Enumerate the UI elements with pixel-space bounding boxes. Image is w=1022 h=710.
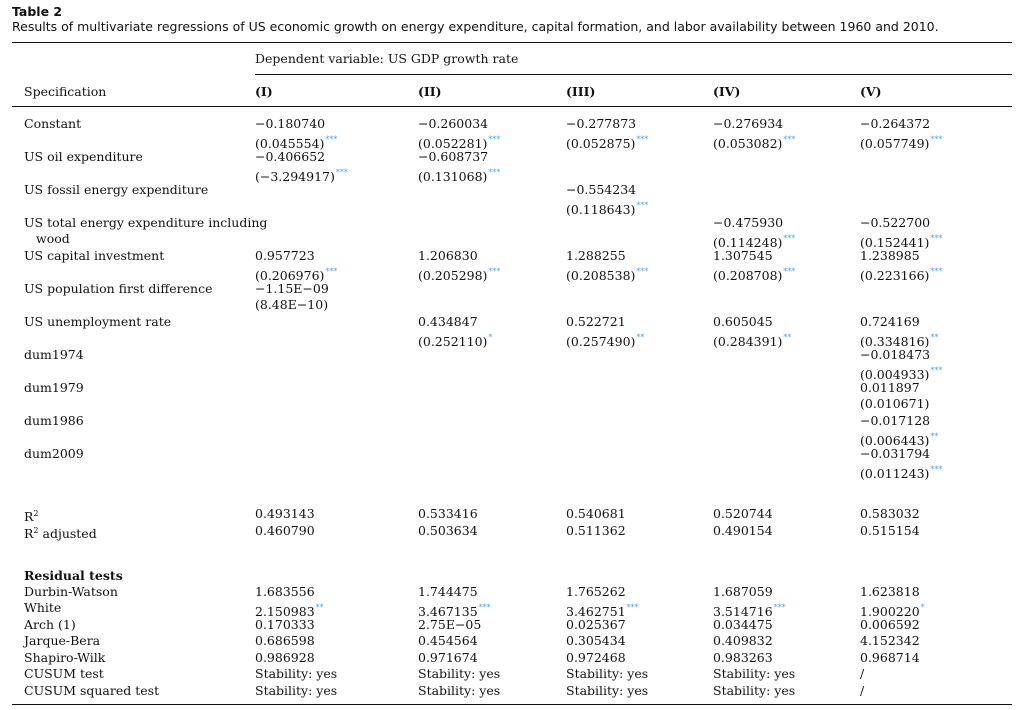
standard-error-text: (0.045554): [255, 136, 325, 151]
residual-value-text: 3.462751: [566, 604, 626, 619]
standard-error-text: (0.223166): [860, 268, 930, 283]
residual-test-label: Jarque-Bera: [24, 633, 101, 648]
residual-test-value: [255, 584, 315, 600]
significance-stars: ***: [636, 267, 649, 276]
residual-value-text: 0.986928: [255, 650, 315, 665]
top-rule: [12, 42, 1012, 43]
row-label: dum1979: [24, 380, 84, 395]
residual-value-text: 0.409832: [713, 633, 773, 648]
fit-value: 0.540681: [566, 506, 626, 521]
fit-value: 0.490154: [713, 523, 773, 538]
row-label: dum2009: [24, 446, 84, 461]
residual-test-value: [713, 683, 795, 699]
fit-label-superscript: 2: [33, 509, 39, 518]
standard-error-text: (0.208538): [566, 268, 636, 283]
standard-error-text: (0.118643): [566, 202, 636, 217]
significance-stars: ***: [930, 465, 943, 474]
significance-stars: ***: [636, 201, 649, 210]
residual-test-value: [255, 650, 315, 666]
residual-value-text: 0.170333: [255, 617, 315, 632]
significance-stars: ***: [783, 135, 796, 144]
residual-value-text: 0.025367: [566, 617, 626, 632]
fit-value: 0.533416: [418, 506, 478, 521]
row-label: US capital investment: [24, 248, 165, 263]
significance-stars: **: [783, 333, 792, 342]
significance-stars: ***: [783, 267, 796, 276]
significance-stars: *: [488, 333, 493, 342]
significance-stars: ***: [488, 267, 501, 276]
coefficient-value: −0.406652: [255, 149, 326, 164]
residual-value-text: Stability: yes: [418, 666, 501, 681]
fit-value: 0.460790: [255, 523, 315, 538]
standard-error-value: [566, 264, 648, 284]
row-label: US population first difference: [24, 281, 213, 296]
residual-value-text: 1.623818: [860, 584, 920, 599]
residual-value-text: /: [860, 683, 865, 698]
residual-value-text: 2.75E−05: [418, 617, 482, 632]
residual-test-value: [418, 633, 478, 649]
residual-test-value: [566, 633, 626, 649]
row-label: US fossil energy expenditure: [24, 182, 209, 197]
row-label: dum1974: [24, 347, 84, 362]
fit-value: 0.493143: [255, 506, 315, 521]
standard-error-value: [418, 264, 500, 284]
residual-value-text: 1.744475: [418, 584, 478, 599]
standard-error-text: (−3.294917): [255, 169, 335, 184]
fit-value: 0.583032: [860, 506, 920, 521]
standard-error-value: [566, 132, 648, 152]
coefficient-value: 1.288255: [566, 248, 626, 263]
residual-test-value: [860, 666, 864, 682]
residual-test-value: [713, 650, 773, 666]
standard-error-text: (0.257490): [566, 334, 636, 349]
significance-stars: ***: [325, 267, 338, 276]
dependent-header-rule: [255, 74, 1012, 75]
standard-error-text: (0.205298): [418, 268, 488, 283]
residual-value-text: Stability: yes: [255, 683, 338, 698]
significance-stars: ***: [930, 267, 943, 276]
significance-stars: ***: [325, 135, 338, 144]
coefficient-value: 0.011897: [860, 380, 920, 395]
standard-error-text: (0.334816): [860, 334, 930, 349]
table-label: Table 2: [12, 4, 63, 19]
coefficient-value: −0.554234: [566, 182, 637, 197]
residual-test-label: Shapiro-Wilk: [24, 650, 106, 665]
significance-stars: **: [930, 432, 939, 441]
standard-error-text: (0.252110): [418, 334, 488, 349]
specification-header: Specification: [24, 84, 107, 99]
standard-error-text: (0.206976): [255, 268, 325, 283]
standard-error-text: (0.057749): [860, 136, 930, 151]
fit-value: 0.511362: [566, 523, 626, 538]
significance-stars: ***: [930, 234, 943, 243]
row-label: Constant: [24, 116, 82, 131]
residual-test-label: Arch (1): [24, 617, 76, 632]
standard-error-text: (0.152441): [860, 235, 930, 250]
residual-value-text: /: [860, 666, 865, 681]
coefficient-value: 0.434847: [418, 314, 478, 329]
significance-stars: ***: [930, 135, 943, 144]
column-header-3: (III): [566, 84, 596, 99]
standard-error-text: (0.208708): [713, 268, 783, 283]
residual-value-text: 0.968714: [860, 650, 920, 665]
column-header-2: (II): [418, 84, 442, 99]
coefficient-value: −0.018473: [860, 347, 931, 362]
coefficient-value: −0.522700: [860, 215, 931, 230]
coefficient-value: 1.307545: [713, 248, 773, 263]
coefficient-value: −0.475930: [713, 215, 784, 230]
standard-error-value: [566, 198, 648, 218]
residual-value-text: 0.305434: [566, 633, 626, 648]
residual-test-value: [255, 683, 337, 699]
coefficient-value: −0.017128: [860, 413, 931, 428]
fit-value: 0.515154: [860, 523, 920, 538]
coefficient-value: −0.180740: [255, 116, 326, 131]
coefficient-value: 0.605045: [713, 314, 773, 329]
residual-value-text: 0.686598: [255, 633, 315, 648]
row-label: dum1986: [24, 413, 84, 428]
standard-error-value: [713, 132, 795, 152]
coefficient-value: 1.206830: [418, 248, 478, 263]
significance-stars: **: [636, 333, 645, 342]
residual-value-text: 1.687059: [713, 584, 773, 599]
coefficient-value: −0.276934: [713, 116, 784, 131]
coefficient-value: −0.264372: [860, 116, 931, 131]
fit-value: 0.520744: [713, 506, 773, 521]
dependent-variable-header: Dependent variable: US GDP growth rate: [255, 51, 519, 66]
residual-test-value: [566, 584, 626, 600]
standard-error-text: (0.052281): [418, 136, 488, 151]
residual-value-text: Stability: yes: [255, 666, 338, 681]
residual-test-value: [566, 666, 648, 682]
residual-test-value: [418, 650, 478, 666]
standard-error-value: [255, 297, 328, 313]
significance-stars: ***: [488, 168, 501, 177]
standard-error-text: (0.114248): [713, 235, 783, 250]
residual-test-value: [713, 617, 773, 633]
coefficient-value: 0.522721: [566, 314, 626, 329]
table-figure: [12, 4, 1012, 698]
residual-value-text: 1.765262: [566, 584, 626, 599]
coefficient-value: −0.277873: [566, 116, 637, 131]
coefficient-value: −1.15E−09: [255, 281, 329, 296]
residual-test-value: [860, 683, 864, 699]
residual-test-value: [566, 650, 626, 666]
residual-value-text: 0.454564: [418, 633, 478, 648]
coefficient-value: −0.031794: [860, 446, 931, 461]
significance-stars: ***: [783, 234, 796, 243]
standard-error-value: [713, 264, 795, 284]
column-header-4: (IV): [713, 84, 741, 99]
table-caption: Results of multivariate regressions of US economic growth on energy expenditure, capital formation, and labor availability between 1960 and 2010.: [12, 19, 939, 34]
standard-error-text: (0.010671): [860, 396, 930, 411]
residual-value-text: 0.034475: [713, 617, 773, 632]
residual-test-value: [418, 584, 478, 600]
fit-label-text: R: [24, 526, 34, 541]
coefficient-value: −0.260034: [418, 116, 489, 131]
residual-value-text: 3.514716: [713, 604, 773, 619]
residual-test-value: [713, 584, 773, 600]
fit-label-superscript: 2: [33, 526, 39, 535]
standard-error-text: (8.48E−10): [255, 297, 329, 312]
residual-test-value: [713, 666, 795, 682]
residual-value-text: 1.900220: [860, 604, 920, 619]
standard-error-text: (0.053082): [713, 136, 783, 151]
residual-test-value: [713, 633, 773, 649]
significance-stars: **: [315, 603, 324, 612]
residual-test-value: [255, 633, 315, 649]
residual-test-label: White: [24, 600, 62, 615]
residual-value-text: 0.006592: [860, 617, 920, 632]
residual-test-value: [418, 683, 500, 699]
column-header-5: (V): [860, 84, 882, 99]
residual-test-value: [860, 617, 920, 633]
residual-value-text: Stability: yes: [566, 683, 649, 698]
residual-test-label: Durbin-Watson: [24, 584, 118, 599]
residual-value-text: 0.972468: [566, 650, 626, 665]
row-label: US unemployment rate: [24, 314, 172, 329]
standard-error-value: [860, 132, 942, 152]
standard-error-value: [713, 330, 791, 350]
residual-test-value: [255, 617, 315, 633]
residual-value-text: 1.683556: [255, 584, 315, 599]
residual-test-label: CUSUM squared test: [24, 683, 160, 698]
residual-value-text: 0.971674: [418, 650, 478, 665]
significance-stars: ***: [478, 603, 491, 612]
coefficient-value: −0.608737: [418, 149, 489, 164]
significance-stars: ***: [773, 603, 786, 612]
significance-stars: *: [920, 603, 925, 612]
residual-value-text: 3.467135: [418, 604, 478, 619]
column-header-1: (I): [255, 84, 273, 99]
residual-test-value: [860, 650, 920, 666]
residual-test-value: [566, 617, 626, 633]
standard-error-text: (0.006443): [860, 433, 930, 448]
standard-error-value: [255, 165, 348, 185]
row-label: US total energy expenditure including: [24, 215, 268, 230]
residual-value-text: 2.150983: [255, 604, 315, 619]
bottom-rule: [12, 704, 1012, 705]
residual-test-value: [418, 666, 500, 682]
standard-error-value: [418, 330, 492, 350]
fit-label-text: R: [24, 509, 34, 524]
standard-error-value: [418, 165, 500, 185]
standard-error-value: [566, 330, 644, 350]
significance-stars: ***: [488, 135, 501, 144]
standard-error-text: (0.052875): [566, 136, 636, 151]
significance-stars: ***: [626, 603, 639, 612]
residual-value-text: 0.983263: [713, 650, 773, 665]
residual-value-text: Stability: yes: [713, 666, 796, 681]
fit-row-label: [24, 523, 97, 542]
fit-label-suffix: adjusted: [38, 526, 97, 541]
significance-stars: **: [930, 333, 939, 342]
row-label: US oil expenditure: [24, 149, 143, 164]
coefficient-value: 0.724169: [860, 314, 920, 329]
standard-error-text: (0.004933): [860, 367, 930, 382]
residual-value-text: Stability: yes: [566, 666, 649, 681]
residual-test-label: CUSUM test: [24, 666, 104, 681]
residual-value-text: 4.152342: [860, 633, 920, 648]
residual-test-value: [255, 666, 337, 682]
significance-stars: ***: [636, 135, 649, 144]
standard-error-value: [860, 396, 929, 412]
residual-tests-header: Residual tests: [24, 568, 123, 583]
standard-error-text: (0.131068): [418, 169, 488, 184]
significance-stars: ***: [930, 366, 943, 375]
significance-stars: ***: [335, 168, 348, 177]
residual-value-text: Stability: yes: [418, 683, 501, 698]
residual-test-value: [418, 617, 481, 633]
residual-test-value: [566, 683, 648, 699]
standard-error-value: [860, 264, 942, 284]
residual-value-text: Stability: yes: [713, 683, 796, 698]
coefficient-value: 1.238985: [860, 248, 920, 263]
header-rule: [12, 106, 1012, 107]
coefficient-value: 0.957723: [255, 248, 315, 263]
standard-error-value: [860, 462, 942, 482]
fit-value: 0.503634: [418, 523, 478, 538]
residual-test-value: [860, 584, 920, 600]
row-label: wood: [36, 231, 70, 246]
standard-error-text: (0.284391): [713, 334, 783, 349]
standard-error-text: (0.011243): [860, 466, 930, 481]
residual-test-value: [860, 633, 920, 649]
